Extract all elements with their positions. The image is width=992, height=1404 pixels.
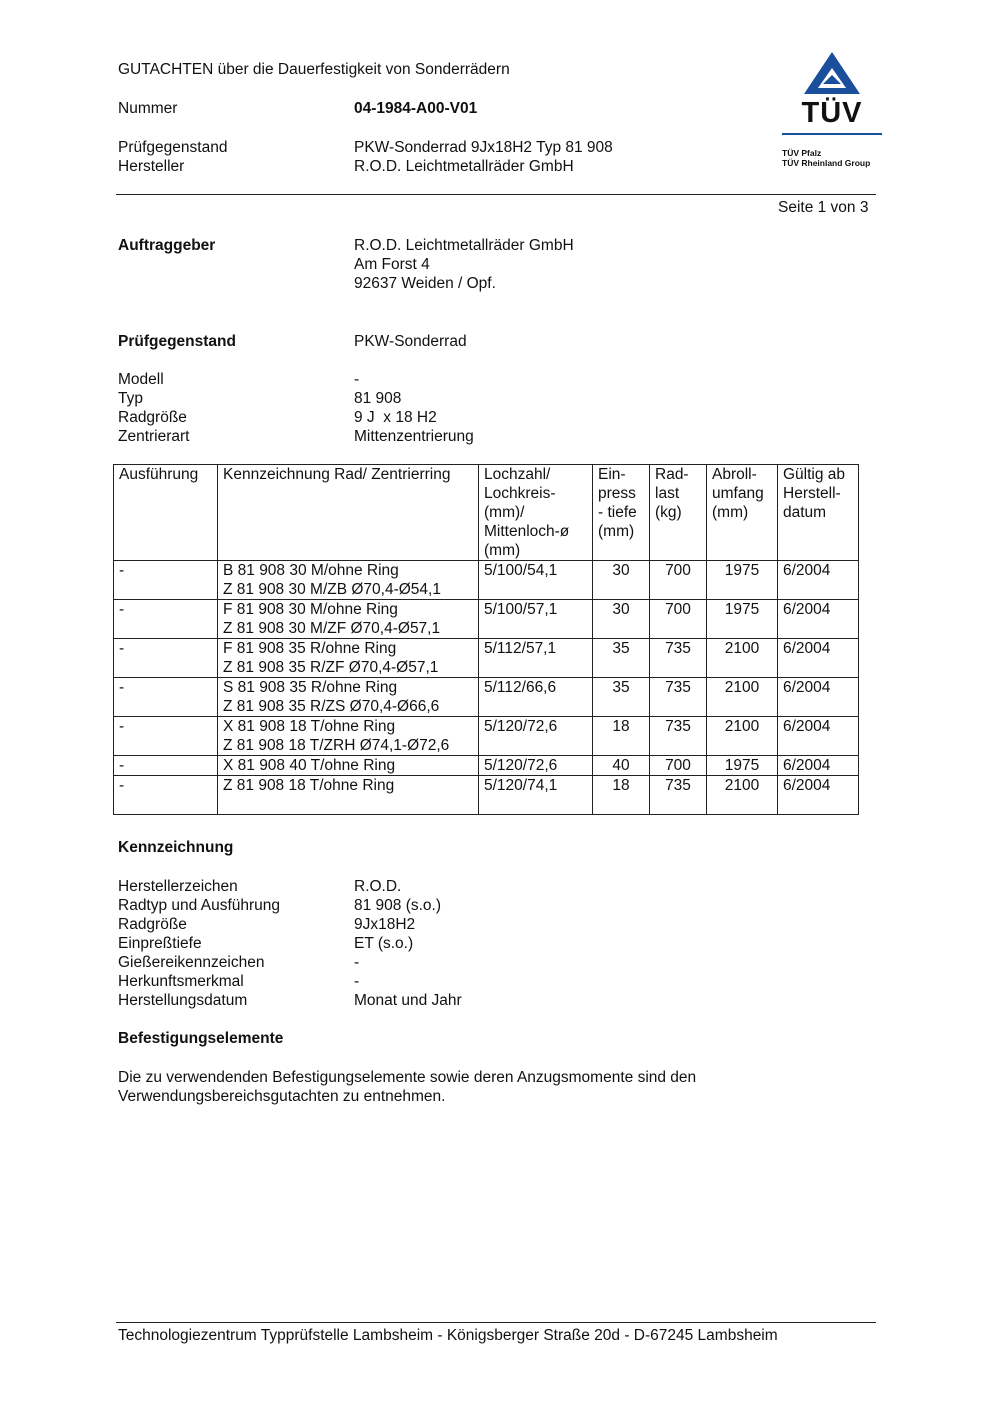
field-label: Radgröße bbox=[118, 409, 187, 426]
hersteller-value: R.O.D. Leichtmetallräder GmbH bbox=[354, 158, 574, 175]
table-header-cell: Abroll- umfang (mm) bbox=[707, 465, 778, 561]
table-cell-einpress: 18 bbox=[593, 717, 650, 756]
paragraph-line: Verwendungsbereichsgutachten zu entnehmen. bbox=[118, 1088, 446, 1105]
table-cell-einpress: 35 bbox=[593, 678, 650, 717]
field-label: Modell bbox=[118, 371, 164, 388]
table-cell-einpress: 35 bbox=[593, 639, 650, 678]
table-cell-kennzeichnung: F 81 908 30 M/ohne Ring Z 81 908 30 M/ZF Ø70,4-Ø57,1 bbox=[218, 600, 479, 639]
field-label: Zentrierart bbox=[118, 428, 190, 445]
field-label: Gießereikennzeichen bbox=[118, 954, 265, 971]
wheel-variants-table bbox=[113, 464, 859, 815]
table-header-cell: Gültig ab Herstell- datum bbox=[778, 465, 859, 561]
table-cell-abrollumfang: 2100 bbox=[707, 678, 778, 717]
nummer-label: Nummer bbox=[118, 100, 178, 117]
auftraggeber-label: Auftraggeber bbox=[118, 237, 216, 254]
table-cell-ausfuehrung: - bbox=[114, 756, 218, 776]
pruefgegenstand-field-values bbox=[354, 370, 474, 446]
header-divider bbox=[116, 194, 876, 195]
field-value: Mittenzentrierung bbox=[354, 428, 474, 445]
table-row bbox=[114, 639, 859, 678]
field-value: 81 908 bbox=[354, 390, 402, 407]
table-cell-ausfuehrung: - bbox=[114, 717, 218, 756]
footer-divider bbox=[116, 1322, 876, 1323]
field-value: 81 908 (s.o.) bbox=[354, 897, 442, 914]
field-label: Radgröße bbox=[118, 916, 187, 933]
table-cell-ausfuehrung: - bbox=[114, 600, 218, 639]
table-header-cell: Lochzahl/ Lochkreis- (mm)/ Mittenloch-ø (mm) bbox=[479, 465, 593, 561]
table-cell-kennzeichnung: Z 81 908 18 T/ohne Ring bbox=[218, 776, 479, 815]
table-row bbox=[114, 561, 859, 600]
table-cell-lochzahl: 5/100/57,1 bbox=[479, 600, 593, 639]
field-value: Monat und Jahr bbox=[354, 992, 462, 1009]
table-cell-gueltig: 6/2004 bbox=[778, 717, 859, 756]
table-cell-lochzahl: 5/100/54,1 bbox=[479, 561, 593, 600]
table-cell-ausfuehrung: - bbox=[114, 561, 218, 600]
table-cell-kennzeichnung: X 81 908 40 T/ohne Ring bbox=[218, 756, 479, 776]
table-row bbox=[114, 776, 859, 815]
table-header-cell: Rad- last (kg) bbox=[650, 465, 707, 561]
table-header-cell: Ausführung bbox=[114, 465, 218, 561]
table-header-row bbox=[114, 465, 859, 561]
field-label: Einpreßtiefe bbox=[118, 935, 202, 952]
field-value: - bbox=[354, 371, 360, 388]
field-value: 9 J x 18 H2 bbox=[354, 409, 437, 426]
table-cell-radlast: 735 bbox=[650, 678, 707, 717]
table-row bbox=[114, 678, 859, 717]
table-cell-radlast: 735 bbox=[650, 776, 707, 815]
table-cell-abrollumfang: 2100 bbox=[707, 717, 778, 756]
table-cell-kennzeichnung: X 81 908 18 T/ohne Ring Z 81 908 18 T/ZRH Ø74,1-Ø72,6 bbox=[218, 717, 479, 756]
hersteller-label: Hersteller bbox=[118, 158, 185, 175]
table-cell-radlast: 735 bbox=[650, 717, 707, 756]
table-cell-gueltig: 6/2004 bbox=[778, 600, 859, 639]
pruefgegenstand-header-label: Prüfgegenstand bbox=[118, 139, 228, 156]
table-cell-abrollumfang: 1975 bbox=[707, 600, 778, 639]
pruefgegenstand-header-value: PKW-Sonderrad 9Jx18H2 Typ 81 908 bbox=[354, 139, 613, 156]
table-cell-abrollumfang: 2100 bbox=[707, 639, 778, 678]
table-body bbox=[114, 465, 859, 815]
table-cell-kennzeichnung: B 81 908 30 M/ohne Ring Z 81 908 30 M/ZB Ø70,4-Ø54,1 bbox=[218, 561, 479, 600]
table-cell-ausfuehrung: - bbox=[114, 639, 218, 678]
pruefgegenstand-field-labels bbox=[118, 370, 190, 446]
table-cell-ausfuehrung: - bbox=[114, 678, 218, 717]
table-cell-abrollumfang: 1975 bbox=[707, 561, 778, 600]
field-label: Herstellerzeichen bbox=[118, 878, 238, 895]
table-cell-radlast: 700 bbox=[650, 600, 707, 639]
table-header-cell: Ein- press - tiefe (mm) bbox=[593, 465, 650, 561]
table-cell-radlast: 700 bbox=[650, 756, 707, 776]
field-value: ET (s.o.) bbox=[354, 935, 414, 952]
kennzeichnung-values bbox=[354, 877, 462, 1010]
table-cell-gueltig: 6/2004 bbox=[778, 678, 859, 717]
table-cell-ausfuehrung: - bbox=[114, 776, 218, 815]
field-value: R.O.D. bbox=[354, 878, 402, 895]
table-cell-kennzeichnung: F 81 908 35 R/ohne Ring Z 81 908 35 R/ZF Ø70,4-Ø57,1 bbox=[218, 639, 479, 678]
table-cell-lochzahl: 5/120/72,6 bbox=[479, 756, 593, 776]
field-label: Typ bbox=[118, 390, 143, 407]
document-title: GUTACHTEN über die Dauerfestigkeit von Sonderrädern bbox=[118, 61, 510, 78]
table-cell-abrollumfang: 2100 bbox=[707, 776, 778, 815]
table-cell-einpress: 30 bbox=[593, 561, 650, 600]
table-cell-gueltig: 6/2004 bbox=[778, 639, 859, 678]
kennzeichnung-heading: Kennzeichnung bbox=[118, 839, 234, 856]
auftraggeber-address bbox=[354, 236, 574, 293]
table-cell-einpress: 30 bbox=[593, 600, 650, 639]
field-value: - bbox=[354, 954, 360, 971]
tuv-logo-bar bbox=[782, 133, 882, 135]
address-line: 92637 Weiden / Opf. bbox=[354, 275, 496, 292]
pruefgegenstand-label: Prüfgegenstand bbox=[118, 333, 236, 350]
field-value: 9Jx18H2 bbox=[354, 916, 416, 933]
table-cell-gueltig: 6/2004 bbox=[778, 776, 859, 815]
table-cell-lochzahl: 5/120/72,6 bbox=[479, 717, 593, 756]
field-label: Herstellungsdatum bbox=[118, 992, 248, 1009]
table-cell-lochzahl: 5/120/74,1 bbox=[479, 776, 593, 815]
table-row bbox=[114, 756, 859, 776]
table-cell-lochzahl: 5/112/66,6 bbox=[479, 678, 593, 717]
address-line: Am Forst 4 bbox=[354, 256, 430, 273]
table-cell-einpress: 18 bbox=[593, 776, 650, 815]
tuv-logo-text: TÜV bbox=[801, 97, 863, 129]
kennzeichnung-labels bbox=[118, 877, 280, 1010]
field-label: Herkunftsmerkmal bbox=[118, 973, 244, 990]
pruefgegenstand-value: PKW-Sonderrad bbox=[354, 333, 467, 350]
table-header-cell: Kennzeichnung Rad/ Zentrierring bbox=[218, 465, 479, 561]
field-value: - bbox=[354, 973, 360, 990]
befestigung-text bbox=[118, 1068, 696, 1106]
table-cell-abrollumfang: 1975 bbox=[707, 756, 778, 776]
address-line: R.O.D. Leichtmetallräder GmbH bbox=[354, 237, 574, 254]
table-cell-radlast: 735 bbox=[650, 639, 707, 678]
paragraph-line: Die zu verwendenden Befestigungselemente sowie deren Anzugsmomente sind den bbox=[118, 1069, 697, 1086]
table-cell-radlast: 700 bbox=[650, 561, 707, 600]
nummer-value: 04-1984-A00-V01 bbox=[354, 100, 478, 117]
befestigung-heading: Befestigungselemente bbox=[118, 1030, 284, 1047]
table-cell-gueltig: 6/2004 bbox=[778, 561, 859, 600]
page-info: Seite 1 von 3 bbox=[778, 199, 869, 216]
field-label: Radtyp und Ausführung bbox=[118, 897, 281, 914]
footer-text: Technologiezentrum Typprüfstelle Lambsheim - Königsberger Straße 20d - D-67245 Lambsheim bbox=[118, 1327, 778, 1344]
table-cell-kennzeichnung: S 81 908 35 R/ohne Ring Z 81 908 35 R/ZS Ø70,4-Ø66,6 bbox=[218, 678, 479, 717]
tuv-logo bbox=[782, 50, 882, 175]
table-cell-lochzahl: 5/112/57,1 bbox=[479, 639, 593, 678]
tuv-logo-subtitle: TÜV Pfalz TÜV Rheinland Group bbox=[782, 148, 871, 168]
table-row bbox=[114, 717, 859, 756]
table-cell-einpress: 40 bbox=[593, 756, 650, 776]
table-cell-gueltig: 6/2004 bbox=[778, 756, 859, 776]
table-row bbox=[114, 600, 859, 639]
